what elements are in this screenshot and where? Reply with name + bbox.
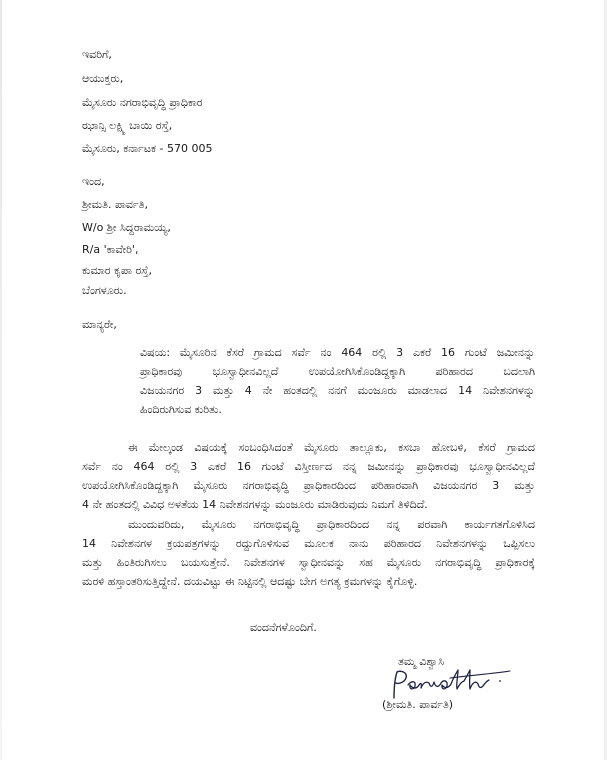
subject-line: ಹಿಂದಿರುಗಿಸುವ ಕುರಿತು.: [140, 403, 222, 416]
salutation: ಮಾನ್ಯರೇ,: [82, 318, 117, 331]
scan-edge-left: [0, 0, 2, 760]
from-line-2: W/o ಶ್ರೀ ಸಿದ್ದರಾಮಯ್ಯ,: [82, 221, 171, 234]
to-heading: ಇವರಿಗೆ,: [82, 48, 112, 61]
body-line: ಉಪಯೋಗಿಸಿಕೊಂಡಿದ್ದಕ್ಕಾಗಿ ಮೈಸೂರು ನಗರಾಭಿವೃದ್ಧಿ ಪ್ರಾಧಿಕಾರದಿಂದ ಪರಿಹಾರವಾಗಿ ವಿಜಯನಗರ 3 ಮತ್ತು: [82, 479, 535, 492]
body-line: ಮರಳಿ ಹಸ್ತಾಂತರಿಸುತ್ತಿದ್ದೇನೆ. ದಯವಿಟ್ಟು ಈ ನಿಟ್ಟಿನಲ್ಲಿ ಆದಷ್ಟು ಬೇಗ ಅಗತ್ಯ ಕ್ರಮಗಳನ್ನು ಕೈಗೊಳ್ಳಿ.: [82, 575, 418, 588]
body-line: ಈ ಮೇಲ್ಕಂಡ ವಿಷಯಕ್ಕೆ ಸಂಬಂಧಿಸಿದಂತೆ ಮೈಸೂರು ತಾಲ್ಲೂಕು, ಕಸಬಾ ಹೋಬಳಿ, ಕೆಸರೆ ಗ್ರಾಮದ: [128, 441, 535, 454]
subject-line: ವಿಜಯನಗರ 3 ಮತ್ತು 4 ನೇ ಹಂತದಲ್ಲಿ ನನಗೆ ಮಂಜೂರು ಮಾಡಲಾದ 14 ನಿವೇಶನಗಳನ್ನು: [140, 384, 535, 397]
body-paragraph-1: [82, 438, 535, 514]
body-paragraph-2: [82, 515, 535, 591]
to-line-2: ಮೈಸೂರು ನಗರಾಭಿವೃದ್ಧಿ ಪ್ರಾಧಿಕಾರ: [82, 96, 203, 109]
to-line-1: ಆಯುಕ್ತರು,: [82, 72, 124, 85]
from-line-5: ಬೆಂಗಳೂರು.: [82, 284, 127, 297]
body-line: 4 ನೇ ಹಂತದಲ್ಲಿ ವಿವಿಧ ಅಳತೆಯ 14 ನಿವೇಶನಗಳನ್ನು ಮಂಜೂರು ಮಾಡಿರುವುದು ನಿಮಗೆ ತಿಳಿದಿದೆ.: [82, 498, 428, 511]
signatory-name: (ಶ್ರೀಮತಿ. ಪಾರ್ವತಿ): [382, 698, 454, 711]
subject-line: ವಿಷಯ: ಮೈಸೂರಿನ ಕೆಸರೆ ಗ್ರಾಮದ ಸರ್ವೆ ನಂ 464 ರಲ್ಲಿ 3 ಎಕರೆ 16 ಗುಂಟೆ ಜಮೀನನ್ನು: [140, 346, 535, 359]
to-line-4: ಮೈಸೂರು, ಕರ್ನಾಟಕ - 570 005: [82, 142, 213, 155]
yours-faithfully: ತಮ್ಮ ವಿಶ್ವಾಸಿ: [398, 655, 445, 668]
closing: ವಂದನೆಗಳೊಂದಿಗೆ.: [250, 621, 317, 634]
from-heading: ಇಂದ,: [82, 175, 105, 188]
body-line: ಮುಂದುವರಿದು, ಮೈಸೂರು ನಗರಾಭಿವೃದ್ಧಿ ಪ್ರಾಧಿಕಾರದಿಂದ ನನ್ನ ಪರವಾಗಿ ಕಾರ್ಯಗತಗೊಳಿಸಿದ: [128, 518, 535, 531]
body-line: ಸರ್ವೆ ನಂ 464 ರಲ್ಲಿ 3 ಎಕರೆ 16 ಗುಂಟೆ ವಿಸ್ತೀರ್ಣದ ನನ್ನ ಜಮೀನನ್ನು ಪ್ರಾಧಿಕಾರವು ಭೂಸ್ವಾಧೀನವಿಲ್ಲದೆ: [82, 460, 535, 473]
body-line: 14 ನಿವೇಶನಗಳ ಕ್ರಯಪತ್ರಗಳನ್ನು ರದ್ದುಗೊಳಿಸುವ ಮೂಲಕ ನಾನು ಪರಿಹಾರದ ನಿವೇಶನಗಳನ್ನು ಒಪ್ಪಿಸಲು: [82, 537, 535, 550]
from-line-4: ಕುಮಾರ ಕೃಪಾ ರಸ್ತೆ,: [82, 264, 153, 277]
from-line-1: ಶ್ರೀಮತಿ. ಪಾರ್ವತಿ,: [82, 198, 148, 211]
subject-line: ಪ್ರಾಧಿಕಾರವು ಭೂಸ್ವಾಧೀನವಿಲ್ಲದೆ ಉಪಯೋಗಿಸಿಕೊಂಡಿದ್ದಕ್ಕಾಗಿ ಪರಿಹಾರದ ಬದಲಾಗಿ: [140, 365, 535, 378]
from-line-3: R/a 'ಕಾವೇರಿ',: [82, 243, 139, 256]
subject-block: [140, 343, 535, 419]
to-line-3: ಝಾನ್ಸಿ ಲಕ್ಷ್ಮಿ ಬಾಯಿ ರಸ್ತೆ,: [82, 119, 173, 132]
body-line: ಮತ್ತು ಹಿಂತಿರುಗಿಸಲು ಬಯಸುತ್ತೇನೆ. ನಿವೇಶನಗಳ ಸ್ವಾಧೀನವನ್ನು ಸಹ ಮೈಸೂರು ನಗರಾಭಿವೃದ್ಧಿ ಪ್ರಾಧಿಕಾರಕ್ಕೆ: [82, 556, 535, 569]
